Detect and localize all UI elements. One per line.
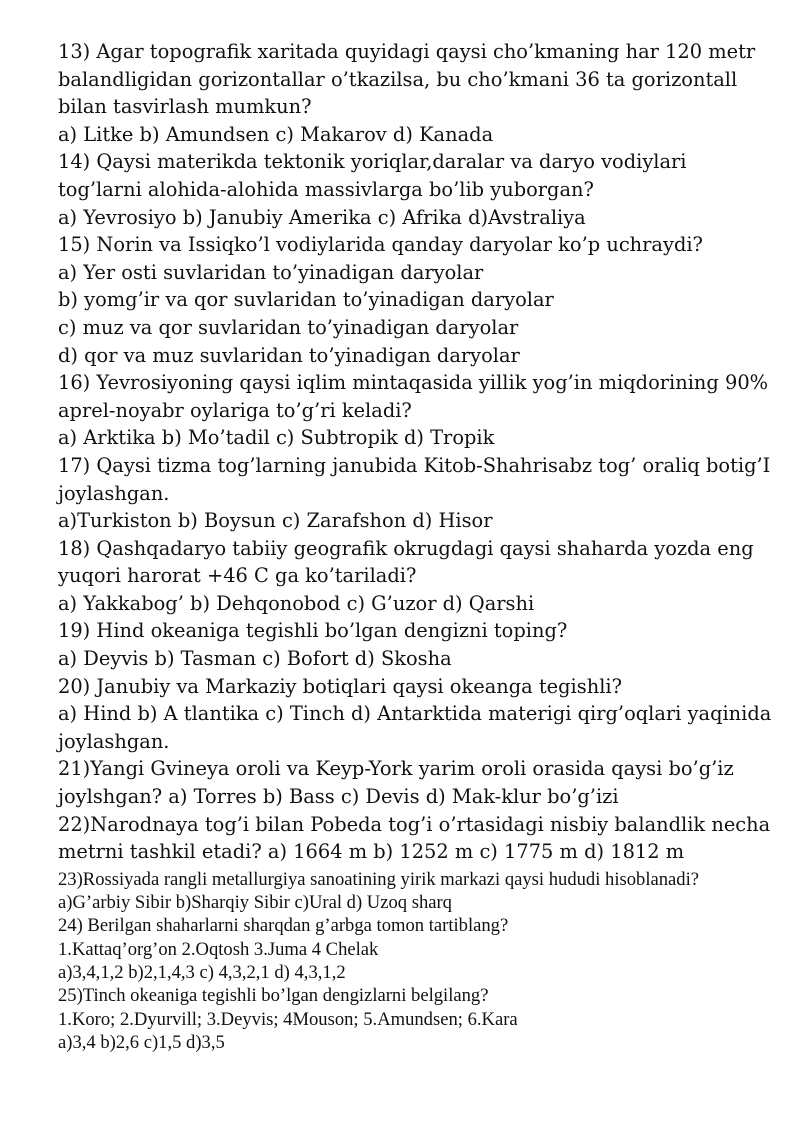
text-line: 1.Kattaq’org’on 2.Oqtosh 3.Juma 4 Chelak [58, 938, 379, 960]
text-line: joylashgan. [58, 729, 170, 753]
answer-options: a)Turkiston b) Boysun c) Zarafshon d) Hisor [58, 509, 493, 533]
text-line: tog’larni alohida-alohida massivlarga bo’lib yuborgan? [58, 177, 594, 201]
text-line: aprel-noyabr oylariga to’g’ri keladi? [58, 398, 412, 422]
text-line: 15) Norin va Issiqko’l vodiylarida qanday daryolar ko’p uchraydi? [58, 233, 703, 257]
text-line: 13) Agar topografik xaritada quyidagi qaysi cho’kmaning har 120 metr [58, 40, 756, 63]
answer-options: a) Arktika b) Mo’tadil c) Subtropik d) Tropik [58, 426, 495, 450]
text-line: 25)Tinch okeaniga tegishli bo’lgan dengizlarni belgilang? [58, 985, 489, 1007]
text-line: 1.Koro; 2.Dyurvill; 3.Deyvis; 4Mouson; 5.Amundsen; 6.Kara [58, 1008, 518, 1030]
document-page [58, 38, 773, 1054]
text-line: 23)Rossiyada rangli metallurgiya sanoatining yirik markazi qaysi hududi hisoblanadi? [58, 868, 700, 890]
answer-options: a) Litke b) Amundsen c) Makarov d) Kanada [58, 122, 494, 146]
answer-options: a) Yer osti suvlaridan to’yinadigan daryolar [58, 260, 484, 284]
questions-block-1 [58, 38, 773, 866]
text-line: metrni tashkil etadi? a) 1664 m b) 1252 m c) 1775 m d) 1812 m [58, 840, 685, 864]
text-line: bilan tasvirlash mumkun? [58, 95, 312, 119]
answer-options: a) Hind b) A tlantika c) Tinch d) Antarktida materigi qirg’oqlari yaqinida [58, 702, 772, 726]
text-line: 19) Hind okeaniga tegishli bo’lgan dengizni toping? [58, 619, 568, 643]
questions-block-2 [58, 868, 773, 1054]
text-line: 18) Qashqadaryo tabiiy geografik okrugdagi qaysi shaharda yozda eng [58, 536, 754, 560]
text-line: 22)Narodnaya tog’i bilan Pobeda tog’i o’rtasidagi nisbiy balandlik necha [58, 812, 771, 836]
answer-options: c) muz va qor suvlaridan to’yinadigan daryolar [58, 315, 519, 339]
answer-options: a)3,4 b)2,6 c)1,5 d)3,5 [58, 1031, 225, 1053]
answer-options: d) qor va muz suvlaridan to’yinadigan daryolar [58, 343, 520, 367]
text-line: 16) Yevrosiyoning qaysi iqlim mintaqasida yillik yog’in miqdorining 90% [58, 371, 769, 395]
text-line: 14) Qaysi materikda tektonik yoriqlar,daralar va daryo vodiylari [58, 150, 687, 174]
text-line: joylshgan? a) Torres b) Bass c) Devis d) Mak-klur bo’g’izi [58, 785, 619, 809]
text-line: yuqori harorat +46 C ga ko’tariladi? [58, 564, 417, 588]
text-line: 20) Janubiy va Markaziy botiqlari qaysi okeanga tegishli? [58, 674, 622, 698]
answer-options: a)3,4,1,2 b)2,1,4,3 c) 4,3,2,1 d) 4,3,1,2 [58, 962, 346, 983]
text-line: 17) Qaysi tizma tog’larning janubida Kitob-Shahrisabz tog’ oraliq botig’I [58, 453, 771, 477]
text-line: balandligidan gorizontallar o’tkazilsa, bu cho’kmani 36 ta gorizontall [58, 67, 738, 91]
answer-options: a) Yevrosiyo b) Janubiy Amerika c) Afrika d)Avstraliya [58, 205, 586, 229]
answer-options: b) yomg’ir va qor suvlaridan to’yinadigan daryolar [58, 288, 554, 312]
answer-options: a) Deyvis b) Tasman c) Bofort d) Skosha [58, 647, 452, 671]
text-line: 24) Berilgan shaharlarni sharqdan g’arbga tomon tartiblang? [58, 915, 509, 937]
answer-options: a) Yakkabog’ b) Dehqonobod c) G’uzor d) Qarshi [58, 591, 535, 615]
text-line: 21)Yangi Gvineya oroli va Keyp-York yarim oroli orasida qaysi bo’g’iz [58, 757, 734, 781]
answer-options: a)G’arbiy Sibir b)Sharqiy Sibir c)Ural d) Uzoq sharq [58, 892, 452, 914]
text-line: joylashgan. [58, 481, 170, 505]
